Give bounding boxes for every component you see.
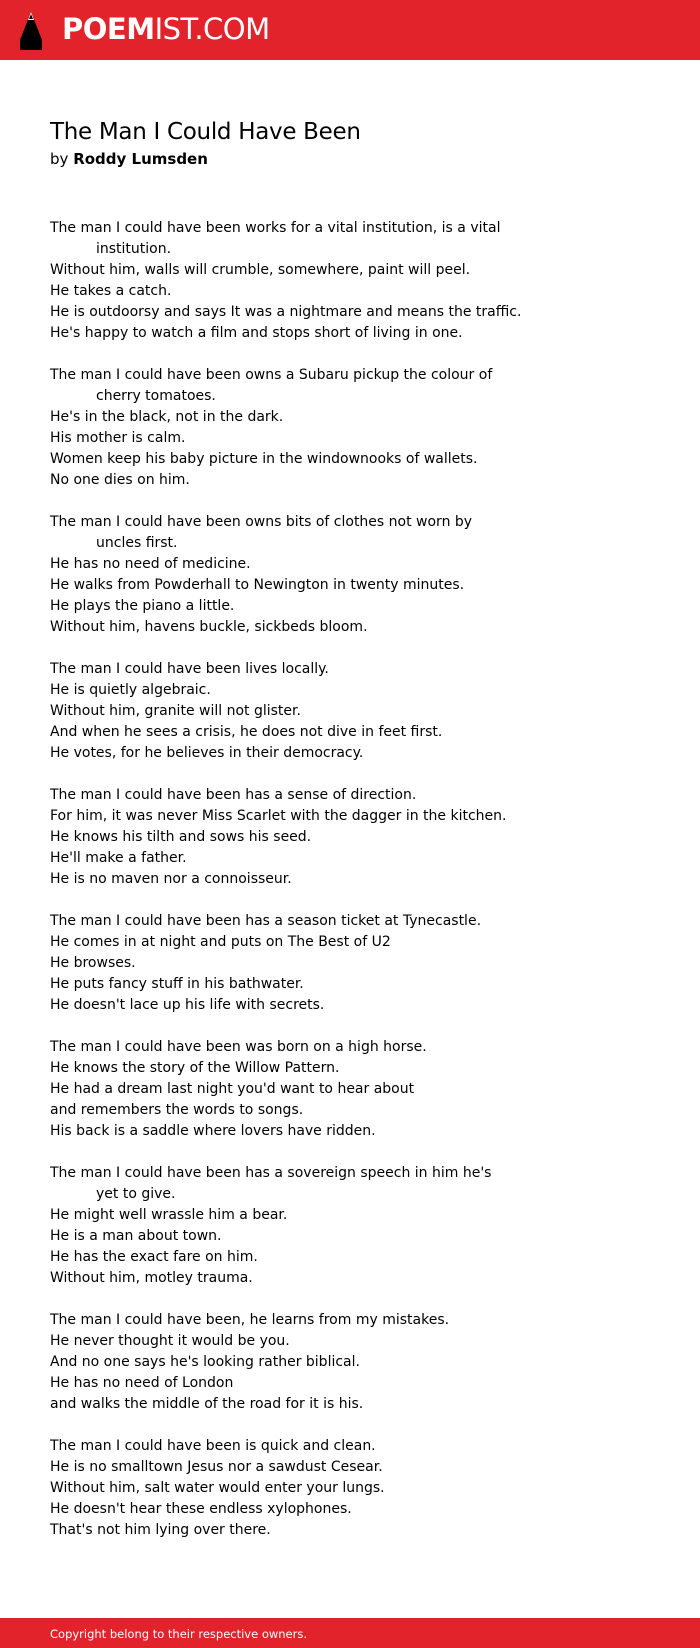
poem-line: The man I could have been has a season ticket at Tynecastle. xyxy=(50,913,482,929)
poem-line: The man I could have been has a sovereign speech in him he's xyxy=(50,1165,492,1181)
poem-line: The man I could have been owns bits of clothes not worn by xyxy=(50,514,473,530)
poem-stanza xyxy=(50,512,670,638)
poem-stanza xyxy=(50,1163,670,1289)
logo-light-text: IST.COM xyxy=(154,12,270,46)
poem-line: He puts fancy stuff in his bathwater. xyxy=(50,976,304,992)
poem-line: He'll make a father. xyxy=(50,850,187,866)
poem-line: The man I could have been has a sense of direction. xyxy=(50,787,417,803)
poem-line: Women keep his baby picture in the windownooks of wallets. xyxy=(50,451,478,467)
poem-line: He walks from Powderhall to Newington in twenty minutes. xyxy=(50,577,465,593)
poem-line-continuation: cherry tomatoes. xyxy=(96,388,216,404)
poem-line: He knows his tilth and sows his seed. xyxy=(50,829,312,845)
poem-stanza xyxy=(50,785,670,890)
poem-line: His back is a saddle where lovers have ridden. xyxy=(50,1123,376,1139)
poem-line: He browses. xyxy=(50,955,136,971)
poem-stanza xyxy=(50,1037,670,1142)
poem-line: The man I could have been owns a Subaru pickup the colour of xyxy=(50,367,493,383)
poem-line: He never thought it would be you. xyxy=(50,1333,290,1349)
poem-line: He takes a catch. xyxy=(50,283,172,299)
site-header xyxy=(0,0,700,60)
poem-line: He is quietly algebraic. xyxy=(50,682,211,698)
poem-line: He comes in at night and puts on The Best of U2 xyxy=(50,934,391,950)
poem-line: He has no need of London xyxy=(50,1375,234,1391)
poem-line: The man I could have been, he learns from my mistakes. xyxy=(50,1312,450,1328)
poem-stanza xyxy=(50,911,670,1016)
poem-line: He doesn't hear these endless xylophones. xyxy=(50,1501,352,1517)
copyright-notice: Copyright belong to their respective owners. xyxy=(50,1627,308,1641)
poem-line: and remembers the words to songs. xyxy=(50,1102,304,1118)
poem-line: He is a man about town. xyxy=(50,1228,222,1244)
poem-line: His mother is calm. xyxy=(50,430,186,446)
poem-line: The man I could have been lives locally. xyxy=(50,661,329,677)
poem-line: Without him, granite will not glister. xyxy=(50,703,301,719)
byline xyxy=(50,148,208,170)
poem-line: And no one says he's looking rather biblical. xyxy=(50,1354,360,1370)
byline-prefix: by xyxy=(50,150,69,168)
poem-line: He had a dream last night you'd want to hear about xyxy=(50,1081,415,1097)
logo-bold-text: POEM xyxy=(62,12,155,46)
poem-line: The man I could have been is quick and clean. xyxy=(50,1438,376,1454)
poem-line-continuation: institution. xyxy=(96,241,172,257)
poem-line: He is outdoorsy and says It was a nightmare and means the traffic. xyxy=(50,304,522,320)
poem-line: Without him, motley trauma. xyxy=(50,1270,253,1286)
poem-line: and walks the middle of the road for it is his. xyxy=(50,1396,364,1412)
poem-line: He has no need of medicine. xyxy=(50,556,251,572)
poem-line: He's in the black, not in the dark. xyxy=(50,409,284,425)
poem-line-continuation: uncles first. xyxy=(96,535,178,551)
poem-line: Without him, havens buckle, sickbeds bloom. xyxy=(50,619,368,635)
author-name[interactable]: Roddy Lumsden xyxy=(73,150,208,168)
poem-line: The man I could have been works for a vital institution, is a vital xyxy=(50,220,501,236)
poem-line: He plays the piano a little. xyxy=(50,598,235,614)
poem-line: He is no smalltown Jesus nor a sawdust Cesear. xyxy=(50,1459,383,1475)
poem-title: The Man I Could Have Been xyxy=(50,119,361,145)
poem-line: He is no maven nor a connoisseur. xyxy=(50,871,292,887)
poem-line: He has the exact fare on him. xyxy=(50,1249,258,1265)
poem-line: He knows the story of the Willow Pattern. xyxy=(50,1060,340,1076)
poem-stanza xyxy=(50,659,670,764)
poem-stanza xyxy=(50,1436,670,1541)
poem-line: He might well wrassle him a bear. xyxy=(50,1207,288,1223)
poem-line: No one dies on him. xyxy=(50,472,190,488)
poem-line: He's happy to watch a film and stops short of living in one. xyxy=(50,325,463,341)
poem-line: For him, it was never Miss Scarlet with the dagger in the kitchen. xyxy=(50,808,507,824)
poem-stanza xyxy=(50,365,670,491)
poem-line: Without him, salt water would enter your lungs. xyxy=(50,1480,385,1496)
poem-line: And when he sees a crisis, he does not dive in feet first. xyxy=(50,724,443,740)
poem-line: The man I could have been was born on a high horse. xyxy=(50,1039,427,1055)
poem-line: He doesn't lace up his life with secrets. xyxy=(50,997,325,1013)
poem-body xyxy=(50,218,670,1562)
poem-line: He votes, for he believes in their democracy. xyxy=(50,745,364,761)
poem-stanza xyxy=(50,1310,670,1415)
site-logo[interactable] xyxy=(62,11,270,47)
poem-line: Without him, walls will crumble, somewhere, paint will peel. xyxy=(50,262,471,278)
poem-line-continuation: yet to give. xyxy=(96,1186,176,1202)
site-footer xyxy=(0,1618,700,1648)
poem-line: That's not him lying over there. xyxy=(50,1522,271,1538)
poem-stanza xyxy=(50,218,670,344)
pencil-tip-icon[interactable] xyxy=(18,10,44,52)
